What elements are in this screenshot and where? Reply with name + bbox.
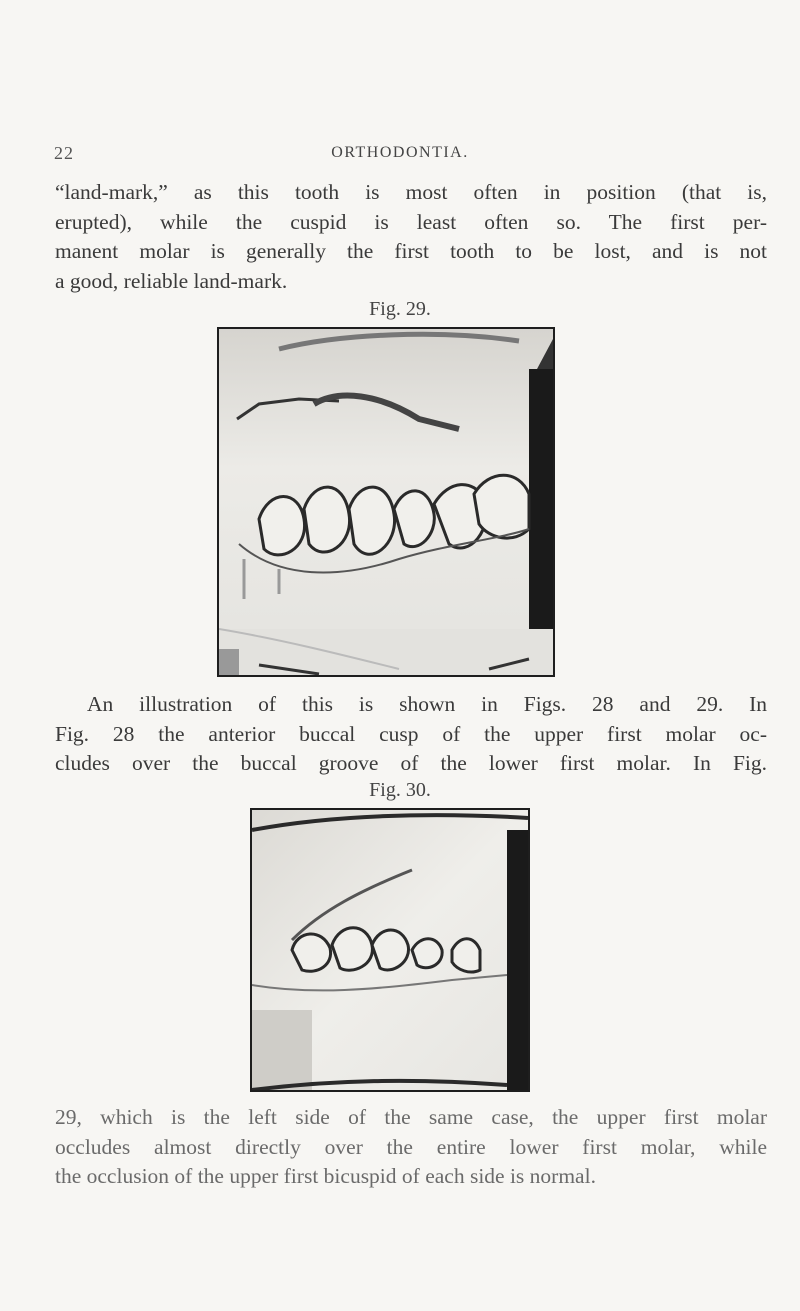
running-head: ORTHODONTIA.: [331, 144, 469, 161]
paragraph-1-line: erupted), while the cuspid is least often so. The first per-: [55, 209, 767, 234]
paragraph-3: [55, 1103, 767, 1192]
paragraph-1-line: a good, reliable land-mark.: [55, 268, 288, 293]
figure-29-image: [217, 327, 555, 677]
figure-29-caption: Fig. 29.: [369, 298, 431, 320]
paragraph-3-line: 29, which is the left side of the same case, the upper first molar: [55, 1105, 767, 1129]
paragraph-3-line: the occlusion of the upper first bicuspid of each side is normal.: [55, 1164, 596, 1188]
paragraph-2-line: An illustration of this is shown in Figs. 28 and 29. In: [87, 692, 767, 716]
dental-cast-illustration: [252, 810, 528, 1090]
paragraph-3-line: occludes almost directly over the entire lower first molar, while: [55, 1134, 767, 1159]
paragraph-1-line: manent molar is generally the first tooth to be lost, and is not: [55, 239, 767, 263]
figure-30-image: [250, 808, 530, 1092]
paragraph-2-line: cludes over the buccal groove of the lower first molar. In Fig.: [55, 751, 767, 775]
page-number: 22: [54, 143, 74, 163]
paragraph-1-line: “land-mark,” as this tooth is most often in position (that is,: [55, 180, 767, 204]
figure-30-caption: Fig. 30.: [369, 779, 431, 801]
paragraph-2-line: Fig. 28 the anterior buccal cusp of the upper first molar oc-: [55, 721, 767, 746]
paragraph-2: [55, 690, 767, 779]
dental-cast-illustration: [219, 329, 553, 675]
paragraph-1: [55, 178, 767, 296]
